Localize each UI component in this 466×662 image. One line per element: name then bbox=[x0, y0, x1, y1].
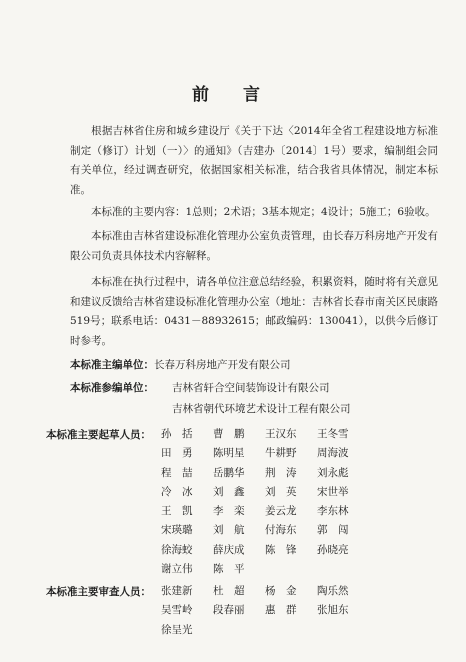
person-name: 岳鹏华 bbox=[213, 466, 245, 479]
person-name: 吴雪岭 bbox=[161, 604, 193, 617]
paragraph-contents-text: 本标准的主要内容：1总则；2术语；3基本规定；4设计；5施工；6验收。 bbox=[91, 206, 436, 218]
person-name: 张建新 bbox=[161, 585, 193, 597]
person-name: 宋瑛璐 bbox=[161, 524, 193, 537]
chief-editor-value: 长春万科房地产开发有限公司 bbox=[154, 359, 291, 371]
person-name: 惠 群 bbox=[265, 604, 297, 617]
person-name: 李东林 bbox=[317, 505, 349, 518]
drafters-row bbox=[161, 541, 371, 560]
person-name: 李 栾 bbox=[213, 505, 245, 518]
person-name: 王 凯 bbox=[161, 505, 193, 518]
person-name: 付海东 bbox=[265, 524, 297, 537]
person-name: 刘 英 bbox=[265, 485, 297, 498]
person-name: 冷 冰 bbox=[161, 485, 193, 498]
person-name: 牛耕野 bbox=[265, 447, 297, 460]
person-name: 孙晓亮 bbox=[317, 543, 349, 556]
person-name: 田 勇 bbox=[161, 447, 193, 460]
drafters-row bbox=[161, 483, 371, 502]
drafters-row bbox=[161, 425, 371, 444]
drafters-row bbox=[161, 560, 371, 579]
person-name: 刘 航 bbox=[213, 524, 245, 537]
person-name: 宋世举 bbox=[317, 485, 349, 498]
co-editor-value-2: 吉林省朝代环境艺术设计工程有限公司 bbox=[172, 403, 351, 415]
reviewers-label: 本标准主要审查人员： bbox=[46, 586, 151, 598]
person-name: 周海波 bbox=[317, 447, 349, 460]
drafters-row bbox=[161, 444, 371, 463]
person-name: 杜 超 bbox=[213, 585, 245, 597]
reviewers-label-row bbox=[46, 582, 151, 602]
drafters-row bbox=[161, 464, 371, 483]
page-title: 前 言 bbox=[192, 85, 274, 105]
person-name: 刘永彪 bbox=[317, 466, 349, 479]
co-editor-label: 本标准参编单位： bbox=[70, 382, 154, 394]
reviewers-row bbox=[161, 621, 371, 640]
paragraph-contents bbox=[70, 203, 438, 223]
paragraph-feedback-text: 本标准在执行过程中，请各单位注意总结经验，积累资料，随时将有关意见和建议反馈给吉林省建设标准化管理办公室（地址：吉林省长春市南关区民康路519号；联系电话：0431－88932615；邮政编码：130041），以供今后修订时参考。 bbox=[70, 276, 438, 347]
person-name: 陶乐然 bbox=[317, 585, 349, 597]
drafters-label-row bbox=[46, 425, 151, 445]
drafters-label: 本标准主要起草人员： bbox=[46, 429, 151, 441]
person-name: 谢立伟 bbox=[161, 563, 193, 576]
paragraph-basis-text: 根据吉林省住房和城乡建设厅《关于下达〈2014年全省工程建设地方标准制定（修订）计划（一）〉的通知》（吉建办〔2014〕1号）要求，编制组会同有关单位，经过调查研究，依据国家相关标准，结合我省具体情况，制定本标准。 bbox=[70, 125, 438, 196]
drafters-row bbox=[161, 521, 371, 540]
person-name: 程 喆 bbox=[161, 466, 193, 479]
person-name: 王汉东 bbox=[265, 428, 297, 440]
reviewers-row bbox=[161, 601, 371, 620]
paragraph-management bbox=[70, 227, 438, 266]
person-name: 曹 鹏 bbox=[213, 428, 245, 440]
person-name: 姜云龙 bbox=[265, 505, 297, 518]
drafters-row bbox=[161, 502, 371, 521]
person-name: 薛庆成 bbox=[213, 543, 245, 556]
person-name: 徐海蛟 bbox=[161, 543, 193, 556]
person-name: 郭 闯 bbox=[317, 524, 349, 537]
reviewers-list bbox=[161, 582, 371, 640]
drafters-list bbox=[161, 425, 371, 579]
person-name: 陈明星 bbox=[213, 447, 245, 460]
person-name: 陈 平 bbox=[213, 563, 245, 576]
co-editor-value-1: 吉林省轩合空间装饰设计有限公司 bbox=[172, 382, 330, 394]
chief-editor-row bbox=[70, 355, 291, 375]
paragraph-feedback bbox=[70, 273, 438, 351]
person-name: 荆 涛 bbox=[265, 466, 297, 479]
paragraph-basis bbox=[70, 122, 438, 200]
co-editor-row bbox=[70, 378, 154, 398]
person-name: 杨 金 bbox=[265, 585, 297, 597]
reviewers-row bbox=[161, 582, 371, 601]
person-name: 张旭东 bbox=[317, 604, 349, 617]
chief-editor-label: 本标准主编单位： bbox=[70, 359, 154, 371]
person-name: 孙 括 bbox=[161, 428, 193, 440]
person-name: 王冬雪 bbox=[317, 428, 349, 440]
paragraph-management-text: 本标准由吉林省建设标准化管理办公室负责管理，由长春万科房地产开发有限公司负责具体技术内容解释。 bbox=[70, 230, 438, 262]
person-name: 徐呈光 bbox=[161, 623, 193, 636]
person-name: 陈 锋 bbox=[265, 543, 297, 556]
person-name: 段春丽 bbox=[213, 604, 245, 617]
person-name: 刘 鑫 bbox=[213, 485, 245, 498]
